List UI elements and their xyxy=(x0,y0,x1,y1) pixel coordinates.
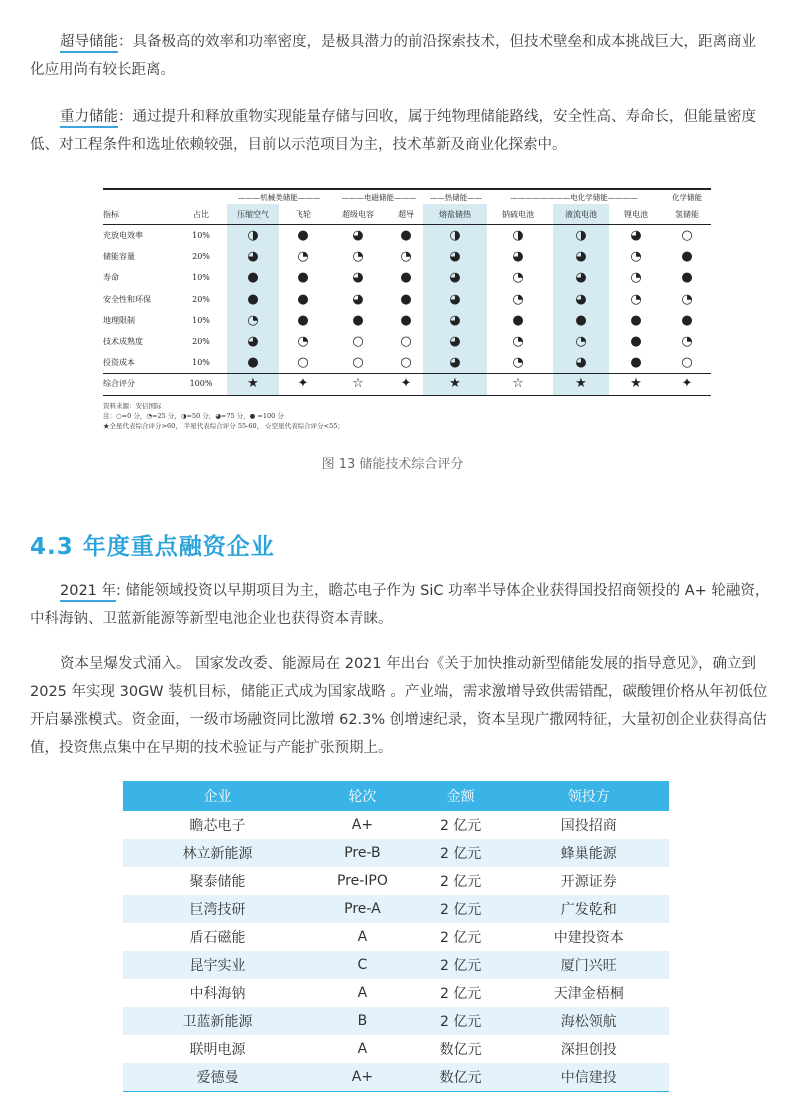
rating-icon: ● xyxy=(512,312,524,328)
figure-row-label: 寿命 xyxy=(103,273,119,283)
table-row xyxy=(123,1035,669,1063)
table-row xyxy=(123,951,669,979)
rating-icon: ★ xyxy=(247,376,259,392)
figure-note: 注：○=0 分，◔=25 分，◑=50 分，◕=75 分，● =100 分 xyxy=(103,411,284,420)
rating-icon: ● xyxy=(681,249,693,265)
rating-icon: ◑ xyxy=(512,228,524,243)
rating-icon: ● xyxy=(400,228,412,243)
keyword-superconducting: 超导储能 xyxy=(60,34,118,53)
amount-cell: 2 亿元 xyxy=(439,874,482,890)
keyword-gravity: 重力储能 xyxy=(60,109,118,128)
figure-note: 资料来源：安信国际 xyxy=(103,401,162,410)
rating-icon: ◕ xyxy=(449,249,461,265)
round-cell: A+ xyxy=(312,1063,413,1092)
paragraph-gravity xyxy=(30,103,770,159)
table-row xyxy=(123,1063,669,1092)
company-cell: 卫蓝新能源 xyxy=(123,1007,312,1035)
rating-icon: ● xyxy=(630,312,642,328)
company-cell: 爱德曼 xyxy=(123,1063,312,1092)
round-cell: B xyxy=(312,1007,413,1035)
lead-investor-cell: 中信建投 xyxy=(508,1063,669,1092)
figure-bottom-rule xyxy=(103,395,711,397)
rating-icon: ☆ xyxy=(352,376,364,392)
round-cell: A xyxy=(357,929,368,945)
figure-row-share: 100% xyxy=(189,379,213,389)
table-row xyxy=(123,811,669,839)
figure-header-cell: 钠硫电池 xyxy=(502,210,534,219)
round-cell: Pre-B xyxy=(312,839,413,867)
rating-icon: ● xyxy=(352,312,364,328)
amount-cell: 2 亿元 xyxy=(413,951,509,979)
amount-cell: 2 亿元 xyxy=(439,818,482,834)
figure-header-row xyxy=(103,204,711,225)
rating-icon: ○ xyxy=(352,334,364,349)
rating-icon: ● xyxy=(630,355,642,371)
funding-table-header xyxy=(123,781,669,811)
amount-cell: 2 亿元 xyxy=(439,930,482,946)
figure-row-label: 投资成本 xyxy=(103,358,135,368)
rating-icon: ◑ xyxy=(449,228,461,243)
paragraph-capital: 资本呈爆发式涌入。 国家发改委、能源局在 2021 年出台《关于加快推动新型储能发展的指导意见》，确立到 2025 年实现 30GW 装机目标，储能正式成为国家战略 。产业端，需求激增导致供需错配，碳酸锂价格从年初低位开启暴涨模式。资金面，一级市场融资同比激增 62.3% 创增速纪录，资本呈现广撒网特征，大量初创企业获得高估值，投资焦点集中在早期的技术验证与产能扩张预期上。 xyxy=(30,656,768,756)
company-cell: 巨湾技研 xyxy=(123,895,312,923)
table-row xyxy=(123,895,669,923)
rating-icon: ★ xyxy=(630,376,642,392)
rating-icon: ● xyxy=(297,270,309,286)
paragraph-text: ：具备极高的效率和功率密度，是极具潜力的前沿探索技术，但技术壁垒和成本挑战巨大，距离商业化应用尚有较长距离。 xyxy=(30,34,756,78)
figure-group-label: ———机械类储能——— xyxy=(237,193,321,202)
rating-icon: ○ xyxy=(681,355,693,371)
company-cell: 中科海钠 xyxy=(189,986,246,1002)
rating-icon: ◔ xyxy=(512,270,524,286)
figure-row-label: 综合评分 xyxy=(103,379,135,389)
figure-header-cell: 占比 xyxy=(193,210,209,219)
amount-cell: 2 亿元 xyxy=(413,1007,509,1035)
round-cell: C xyxy=(312,951,413,979)
figure-row xyxy=(103,373,711,394)
rating-icon: ◔ xyxy=(575,334,587,349)
rating-icon: ● xyxy=(400,312,412,328)
rating-icon: ✦ xyxy=(400,376,412,392)
figure-row-share: 10% xyxy=(192,358,210,368)
rating-icon: ○ xyxy=(681,228,693,243)
rating-icon: ◔ xyxy=(681,334,693,349)
rating-icon: ◕ xyxy=(575,291,587,307)
rating-icon: ◕ xyxy=(352,228,364,243)
figure-header-cell: 压缩空气 xyxy=(237,210,269,219)
company-cell: 盾石磁能 xyxy=(189,930,246,946)
rating-icon: ● xyxy=(681,312,693,328)
rating-icon: ◕ xyxy=(247,334,259,349)
figure-top-rule xyxy=(103,188,711,190)
rating-icon: ○ xyxy=(352,355,364,371)
rating-icon: ● xyxy=(630,334,642,349)
rating-icon: ● xyxy=(681,270,693,286)
rating-icon: ◕ xyxy=(630,228,642,243)
rating-icon: ✦ xyxy=(681,376,693,392)
rating-icon: ◔ xyxy=(247,312,259,328)
rating-icon: ● xyxy=(297,312,309,328)
rating-icon: ◔ xyxy=(512,355,524,371)
rating-icon: ◕ xyxy=(575,270,587,286)
figure-row xyxy=(103,352,711,373)
figure-row-share: 10% xyxy=(192,273,210,283)
header-amount: 金额 xyxy=(413,781,509,811)
storage-score-figure xyxy=(103,185,711,440)
header-round: 轮次 xyxy=(312,781,413,811)
section-heading: 4.3 年度重点融资企业 xyxy=(30,534,275,560)
rating-icon: ◔ xyxy=(297,334,309,349)
figure-row-label: 充放电效率 xyxy=(103,231,143,240)
figure-header-cell: 飞轮 xyxy=(295,210,311,219)
rating-icon: ◕ xyxy=(449,270,461,286)
lead-investor-cell: 开源证券 xyxy=(560,874,617,890)
company-cell: 林立新能源 xyxy=(123,839,312,867)
rating-icon: ◕ xyxy=(449,312,461,328)
amount-cell: 2 亿元 xyxy=(413,839,509,867)
figure-row-share: 10% xyxy=(192,231,210,240)
rating-icon: ○ xyxy=(400,334,412,349)
rating-icon: ● xyxy=(400,291,412,307)
keyword-year: 2021 年 xyxy=(60,583,116,602)
figure-header-cell: 锂电池 xyxy=(624,210,648,219)
rating-icon: ◔ xyxy=(630,291,642,307)
rating-icon: ◕ xyxy=(449,334,461,349)
lead-investor-cell: 天津金梧桐 xyxy=(553,986,624,1002)
header-company: 企业 xyxy=(123,781,312,811)
figure-group-label: ———电磁储能——— xyxy=(341,193,417,202)
figure-header-cell: 超级电容 xyxy=(342,210,374,219)
figure-row xyxy=(103,225,711,246)
rating-icon: ◔ xyxy=(352,249,364,265)
figure-row xyxy=(103,246,711,267)
figure-row-share: 20% xyxy=(192,294,210,304)
lead-investor-cell: 蜂巢能源 xyxy=(508,839,669,867)
round-cell: A xyxy=(357,1041,368,1057)
round-cell: Pre-A xyxy=(312,895,413,923)
table-row xyxy=(123,839,669,867)
rating-icon: ◔ xyxy=(681,291,693,307)
rating-icon: ◔ xyxy=(297,249,309,265)
figure-row-share: 20% xyxy=(192,337,210,346)
figure-group-label: ————————电化学储能———— xyxy=(510,193,638,202)
table-row xyxy=(123,867,669,895)
rating-icon: ★ xyxy=(449,376,461,392)
company-cell: 联明电源 xyxy=(189,1042,246,1058)
rating-icon: ◔ xyxy=(400,249,412,265)
rating-icon: ◑ xyxy=(247,228,259,243)
round-cell: Pre-IPO xyxy=(336,873,388,889)
figure-header-cell: 超导 xyxy=(398,210,414,219)
rating-icon: ● xyxy=(297,291,309,307)
round-cell: A xyxy=(357,985,368,1001)
round-cell: A+ xyxy=(351,817,374,833)
paragraph-text: : 储能领域投资以早期项目为主，瞻芯电子作为 SiC 功率半导体企业获得国投招商领投的 A+ 轮融资，中科海钠、卫蓝新能源等新型电池企业也获得资本青睐。 xyxy=(30,583,770,627)
lead-investor-cell: 深担创投 xyxy=(560,1042,617,1058)
rating-icon: ◕ xyxy=(512,249,524,265)
figure-header-cell: 指标 xyxy=(103,210,119,219)
figure-row-share: 10% xyxy=(192,315,210,325)
rating-icon: ☆ xyxy=(512,376,524,392)
rating-icon: ◑ xyxy=(575,228,587,243)
paragraph-text: ：通过提升和释放重物实现能量存储与回收，属于纯物理储能路线，安全性高、寿命长，但能量密度低、对工程条件和选址依赖较强，目前以示范项目为主，技术革新及商业化探索中。 xyxy=(30,109,756,153)
figure-row-label: 储能容量 xyxy=(103,252,135,262)
rating-icon: ◔ xyxy=(512,291,524,307)
figure-row xyxy=(103,310,711,331)
company-cell: 昆宇实业 xyxy=(123,951,312,979)
paragraph-superconducting xyxy=(30,28,770,84)
figure-row xyxy=(103,267,711,288)
figure-group-label: ——热储能—— xyxy=(429,193,483,202)
rating-icon: ◕ xyxy=(575,249,587,265)
lead-investor-cell: 广发乾和 xyxy=(508,895,669,923)
rating-icon: ● xyxy=(297,228,309,243)
amount-cell: 数亿元 xyxy=(439,1042,482,1058)
rating-icon: ◕ xyxy=(247,249,259,265)
rating-icon: ◕ xyxy=(575,355,587,371)
figure-row-label: 安全性和环保 xyxy=(103,294,151,304)
amount-cell: 2 亿元 xyxy=(413,895,509,923)
rating-icon: ◔ xyxy=(512,334,524,349)
table-row xyxy=(123,923,669,951)
rating-icon: ◔ xyxy=(630,249,642,265)
rating-icon: ◕ xyxy=(449,355,461,371)
amount-cell: 数亿元 xyxy=(413,1063,509,1092)
rating-icon: ● xyxy=(247,270,259,286)
rating-icon: ● xyxy=(400,270,412,286)
rating-icon: ● xyxy=(247,291,259,307)
company-cell: 聚泰储能 xyxy=(189,874,246,890)
figure-header-cell: 氢储能 xyxy=(675,210,699,219)
table-row xyxy=(123,979,669,1007)
figure-group-label: 化学储能 xyxy=(672,193,702,202)
figure-row-label: 技术成熟度 xyxy=(103,337,143,346)
rating-icon: ◔ xyxy=(630,270,642,286)
figure-row-label: 地理限制 xyxy=(103,315,135,325)
lead-investor-cell: 国投招商 xyxy=(560,818,617,834)
figure-row-share: 20% xyxy=(192,252,210,262)
amount-cell: 2 亿元 xyxy=(439,986,482,1002)
rating-icon: ○ xyxy=(400,355,412,371)
figure-header-cell: 熔盐储热 xyxy=(439,210,471,219)
rating-icon: ● xyxy=(575,312,587,328)
rating-icon: ● xyxy=(247,355,259,371)
lead-investor-cell: 厦门兴旺 xyxy=(508,951,669,979)
rating-icon: ◕ xyxy=(352,270,364,286)
figure-caption: 图 13 储能技术综合评分 xyxy=(321,457,464,472)
lead-investor-cell: 中建投资本 xyxy=(553,930,624,946)
company-cell: 瞻芯电子 xyxy=(189,818,246,834)
figure-row xyxy=(103,289,711,310)
table-row xyxy=(123,1007,669,1035)
rating-icon: ○ xyxy=(297,355,309,371)
rating-icon: ✦ xyxy=(297,376,309,392)
funding-table xyxy=(123,781,669,1092)
lead-investor-cell: 海松领航 xyxy=(508,1007,669,1035)
figure-note: ★全星代表综合评分>60， 半星代表综合评分 55-60， ☆空星代表综合评分<55； xyxy=(103,421,344,430)
rating-icon: ◕ xyxy=(449,291,461,307)
header-lead-investor: 领投方 xyxy=(508,781,669,811)
paragraph-2021 xyxy=(30,577,770,633)
rating-icon: ◕ xyxy=(352,291,364,307)
figure-row xyxy=(103,331,711,352)
rating-icon: ★ xyxy=(575,376,587,392)
figure-header-cell: 液流电池 xyxy=(565,210,597,219)
